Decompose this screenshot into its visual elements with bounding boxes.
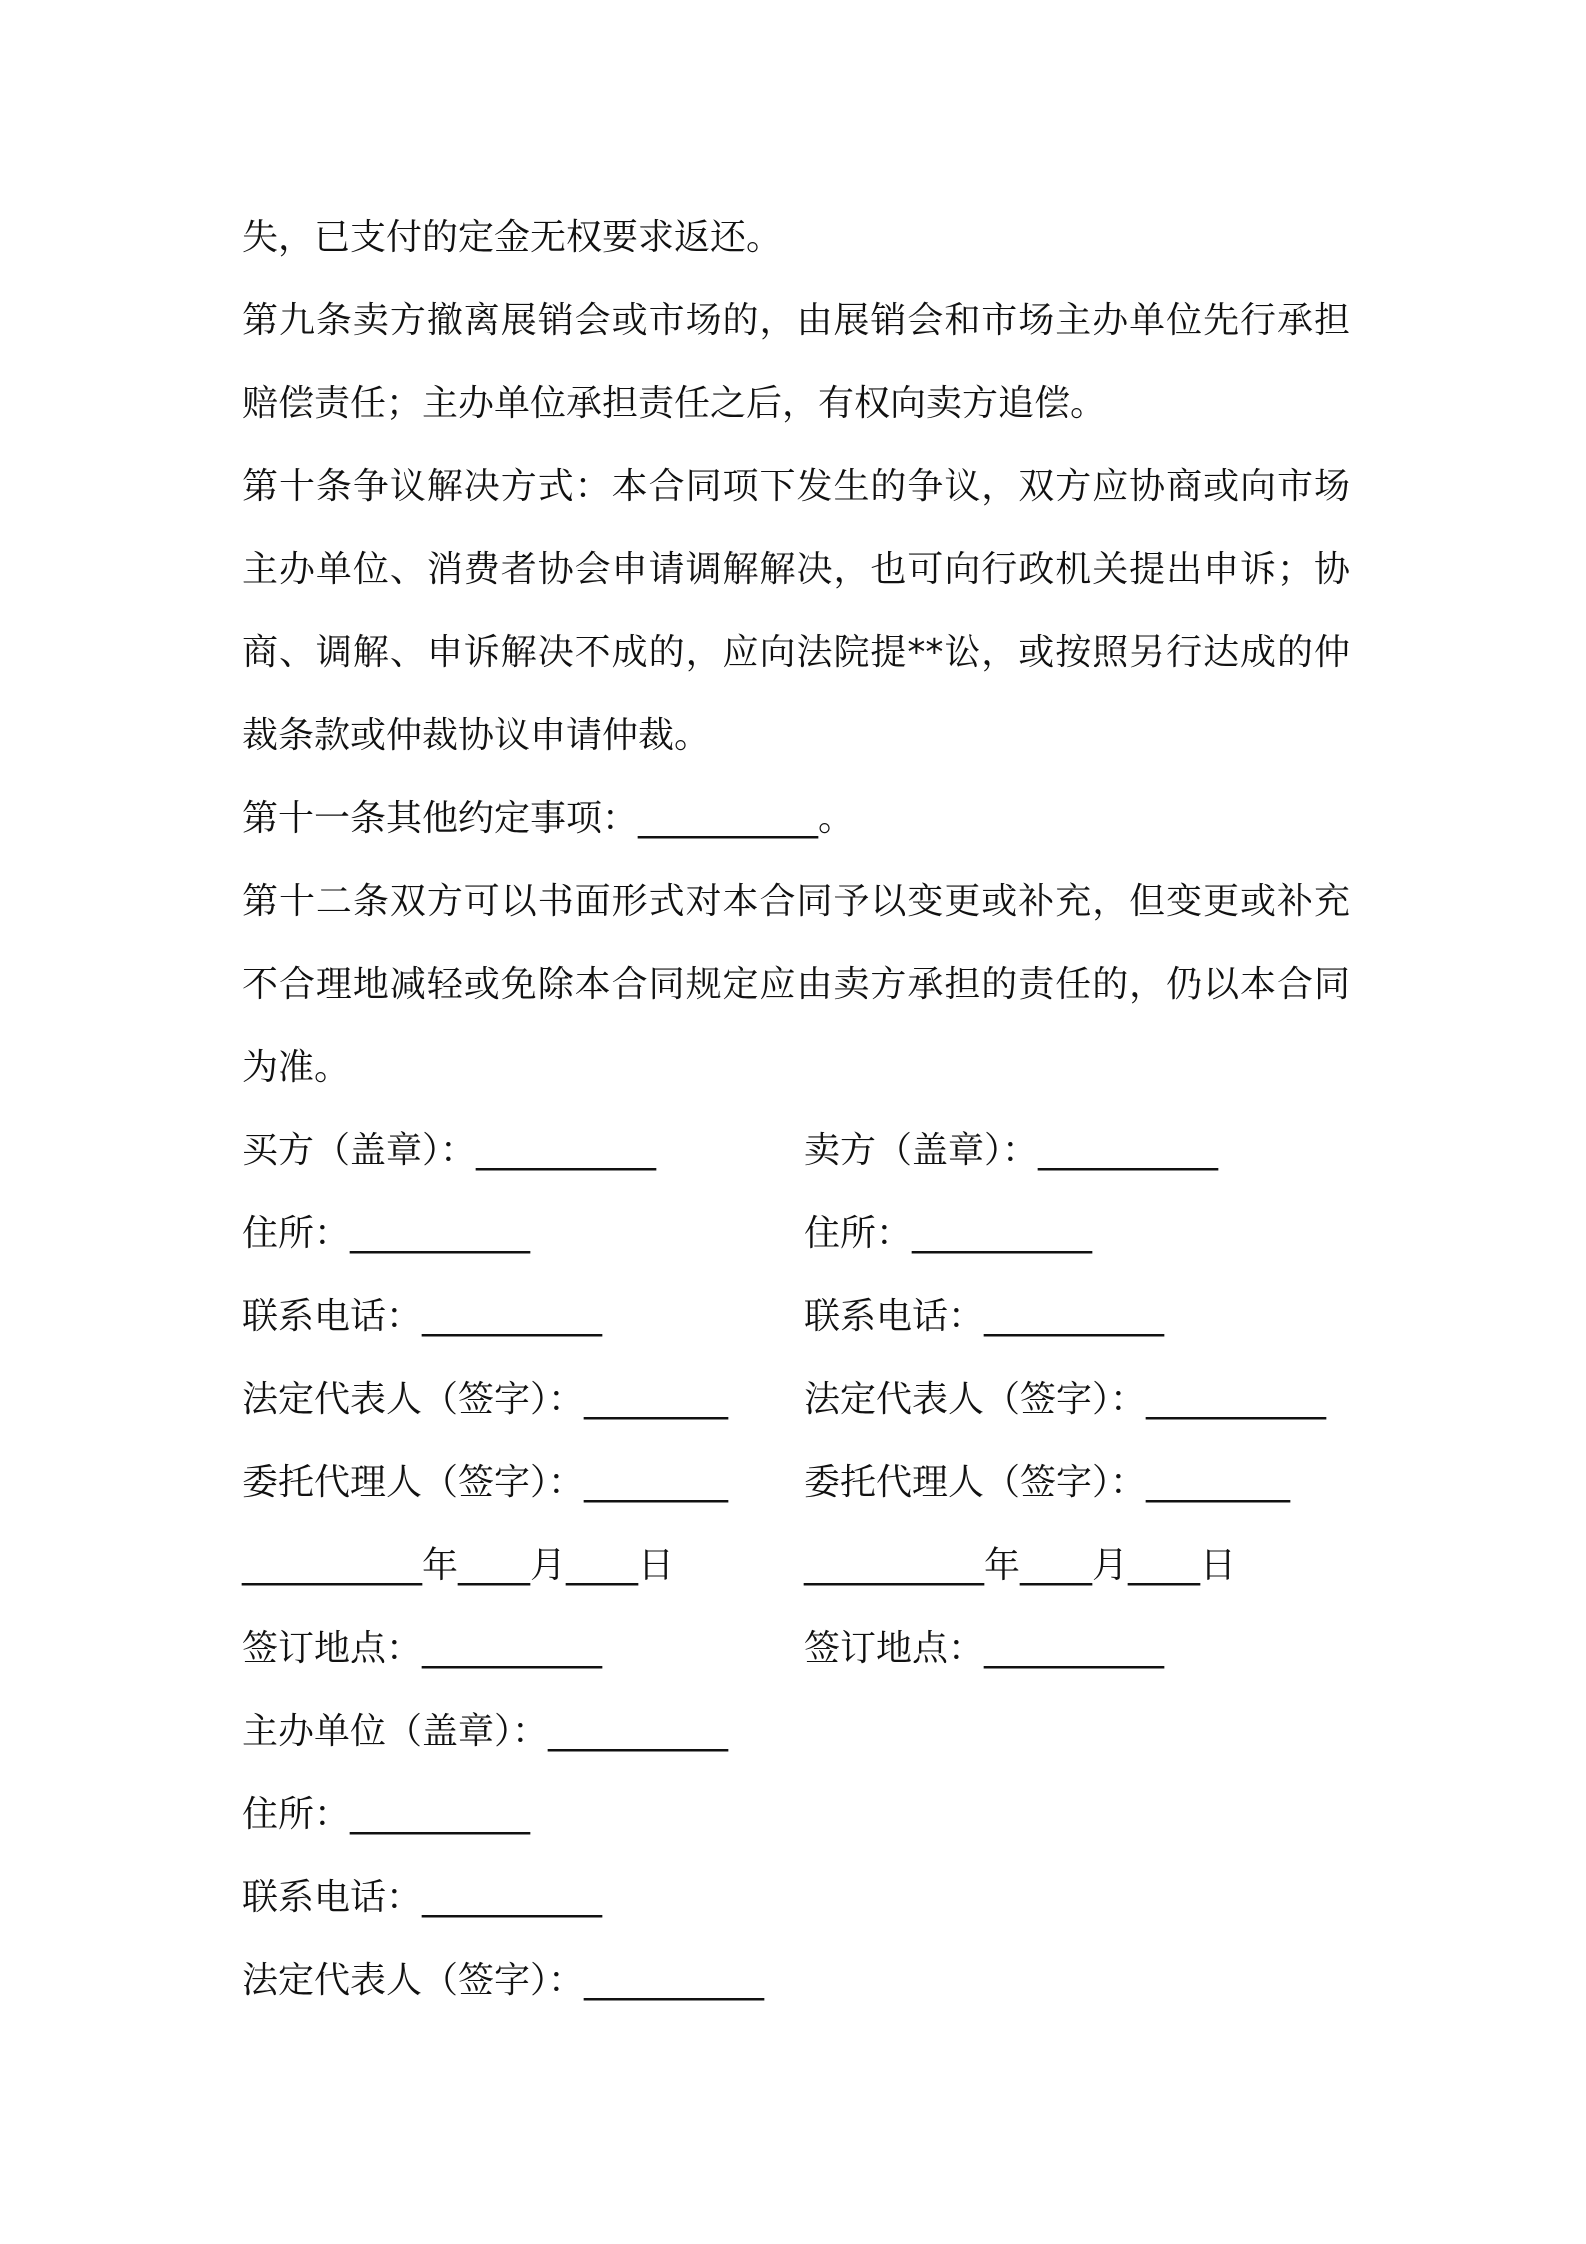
organizer-legal-rep-field: 法定代表人（签字）：__________ xyxy=(242,1960,765,2001)
signature-row-place xyxy=(242,1607,1350,1690)
article-12: 第十二条双方可以书面形式对本合同予以变更或补充，但变更或补充不合理地减轻或免除本合同规定应由卖方承担的责任的，仍以本合同为准。 xyxy=(242,881,1350,1088)
article-11: 第十一条其他约定事项：__________。 xyxy=(242,798,855,839)
signature-row-address xyxy=(242,1192,1350,1275)
buyer-date-field: __________年____月____日 xyxy=(242,1545,674,1586)
seller-legal-rep-field: 法定代表人（签字）：__________ xyxy=(804,1379,1327,1420)
seller-address-field: 住所：__________ xyxy=(804,1213,1093,1254)
buyer-address-field: 住所：__________ xyxy=(242,1213,531,1254)
organizer-row-legal-rep xyxy=(242,1939,1350,2022)
signature-row-phone xyxy=(242,1275,1350,1358)
signature-row-date xyxy=(242,1524,1350,1607)
seller-place-field: 签订地点：__________ xyxy=(804,1628,1165,1669)
buyer-seal-field: 买方（盖章）：__________ xyxy=(242,1130,657,1171)
buyer-phone-field: 联系电话：__________ xyxy=(242,1296,603,1337)
organizer-phone-field: 联系电话：__________ xyxy=(242,1877,603,1918)
seller-seal-field: 卖方（盖章）：__________ xyxy=(804,1130,1219,1171)
buyer-agent-field: 委托代理人（签字）：________ xyxy=(242,1462,729,1503)
buyer-legal-rep-field: 法定代表人（签字）：________ xyxy=(242,1379,729,1420)
document-body xyxy=(242,196,1350,2022)
article-10: 第十条争议解决方式：本合同项下发生的争议，双方应协商或向市场主办单位、消费者协会申请调解解决，也可向行政机关提出申诉；协商、调解、申诉解决不成的，应向法院提**讼，或按照另行达成的仲裁条款或仲裁协议申请仲裁。 xyxy=(242,466,1350,756)
organizer-row-address xyxy=(242,1773,1350,1856)
paragraph-deposit-end: 失，已支付的定金无权要求返还。 xyxy=(242,217,783,258)
seller-agent-field: 委托代理人（签字）：________ xyxy=(804,1462,1291,1503)
signature-row-seal xyxy=(242,1109,1350,1192)
signature-row-agent xyxy=(242,1441,1350,1524)
organizer-address-field: 住所：__________ xyxy=(242,1794,531,1835)
organizer-row-seal xyxy=(242,1690,1350,1773)
signature-row-legal-rep xyxy=(242,1358,1350,1441)
article-9: 第九条卖方撤离展销会或市场的，由展销会和市场主办单位先行承担赔偿责任；主办单位承担责任之后，有权向卖方追偿。 xyxy=(242,300,1350,424)
organizer-row-phone xyxy=(242,1856,1350,1939)
organizer-seal-field: 主办单位（盖章）：__________ xyxy=(242,1711,729,1752)
seller-phone-field: 联系电话：__________ xyxy=(804,1296,1165,1337)
seller-date-field: __________年____月____日 xyxy=(804,1545,1236,1586)
buyer-place-field: 签订地点：__________ xyxy=(242,1628,603,1669)
